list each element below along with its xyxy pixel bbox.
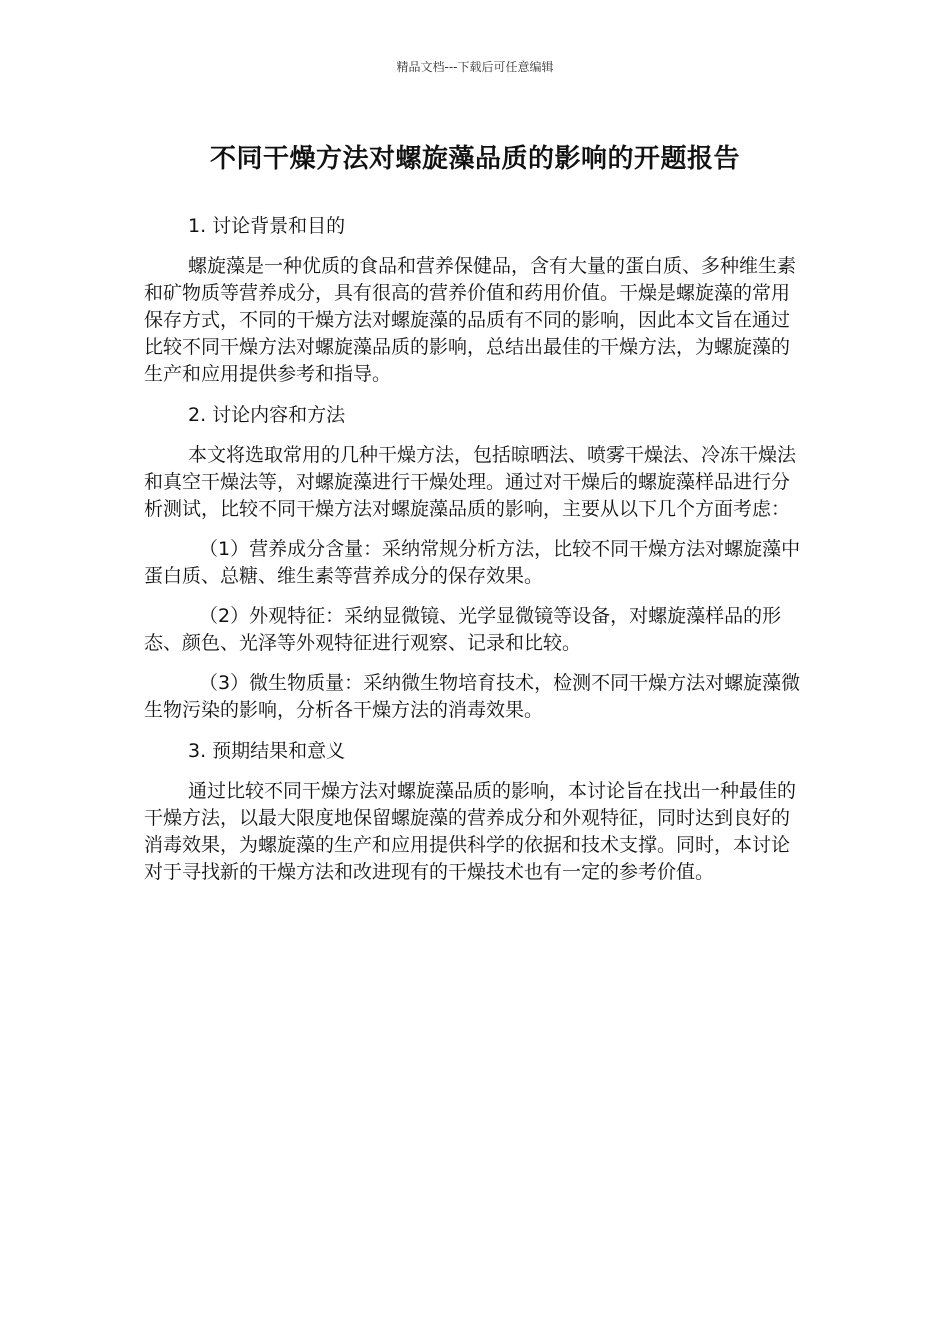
section-content-methods xyxy=(144,401,806,724)
list-item: （3）微生物质量：采纳微生物培育技术，检测不同干燥方法对螺旋藻微生物污染的影响，分析各干燥方法的消毒效果。 xyxy=(144,672,801,721)
section-background xyxy=(144,212,806,388)
document-title: 不同干燥方法对螺旋藻品质的影响的开题报告 xyxy=(209,144,740,174)
section-heading: 3. 预期结果和意义 xyxy=(188,740,346,762)
paragraph: 本文将选取常用的几种干燥方法，包括晾晒法、喷雾干燥法、冷冻干燥法和真空干燥法等，对螺旋藻进行干燥处理。通过对干燥后的螺旋藻样品进行分析测试，比较不同干燥方法对螺旋藻品质的影响，主要从以下几个方面考虑： xyxy=(144,444,797,520)
page-header: 精品文档---下载后可任意编辑 xyxy=(396,60,554,74)
section-expected-results xyxy=(144,737,806,886)
document-body xyxy=(144,212,806,899)
section-heading: 1. 讨论背景和目的 xyxy=(188,215,346,237)
section-heading: 2. 讨论内容和方法 xyxy=(188,404,346,426)
paragraph: 通过比较不同干燥方法对螺旋藻品质的影响，本讨论旨在找出一种最佳的干燥方法，以最大限度地保留螺旋藻的营养成分和外观特征，同时达到良好的消毒效果，为螺旋藻的生产和应用提供科学的依据和技术支撑。同时，本讨论对于寻找新的干燥方法和改进现有的干燥技术也有一定的参考价值。 xyxy=(144,780,797,883)
list-item: （1）营养成分含量：采纳常规分析方法，比较不同干燥方法对螺旋藻中蛋白质、总糖、维生素等营养成分的保存效果。 xyxy=(144,538,801,587)
paragraph: 螺旋藻是一种优质的食品和营养保健品，含有大量的蛋白质、多种维生素和矿物质等营养成分，具有很高的营养价值和药用价值。干燥是螺旋藻的常用保存方式，不同的干燥方法对螺旋藻的品质有不同的影响，因此本文旨在通过比较不同干燥方法对螺旋藻品质的影响，总结出最佳的干燥方法，为螺旋藻的生产和应用提供参考和指导。 xyxy=(144,255,797,385)
list-item: （2）外观特征：采纳显微镜、光学显微镜等设备，对螺旋藻样品的形态、颜色、光泽等外观特征进行观察、记录和比较。 xyxy=(144,605,782,654)
